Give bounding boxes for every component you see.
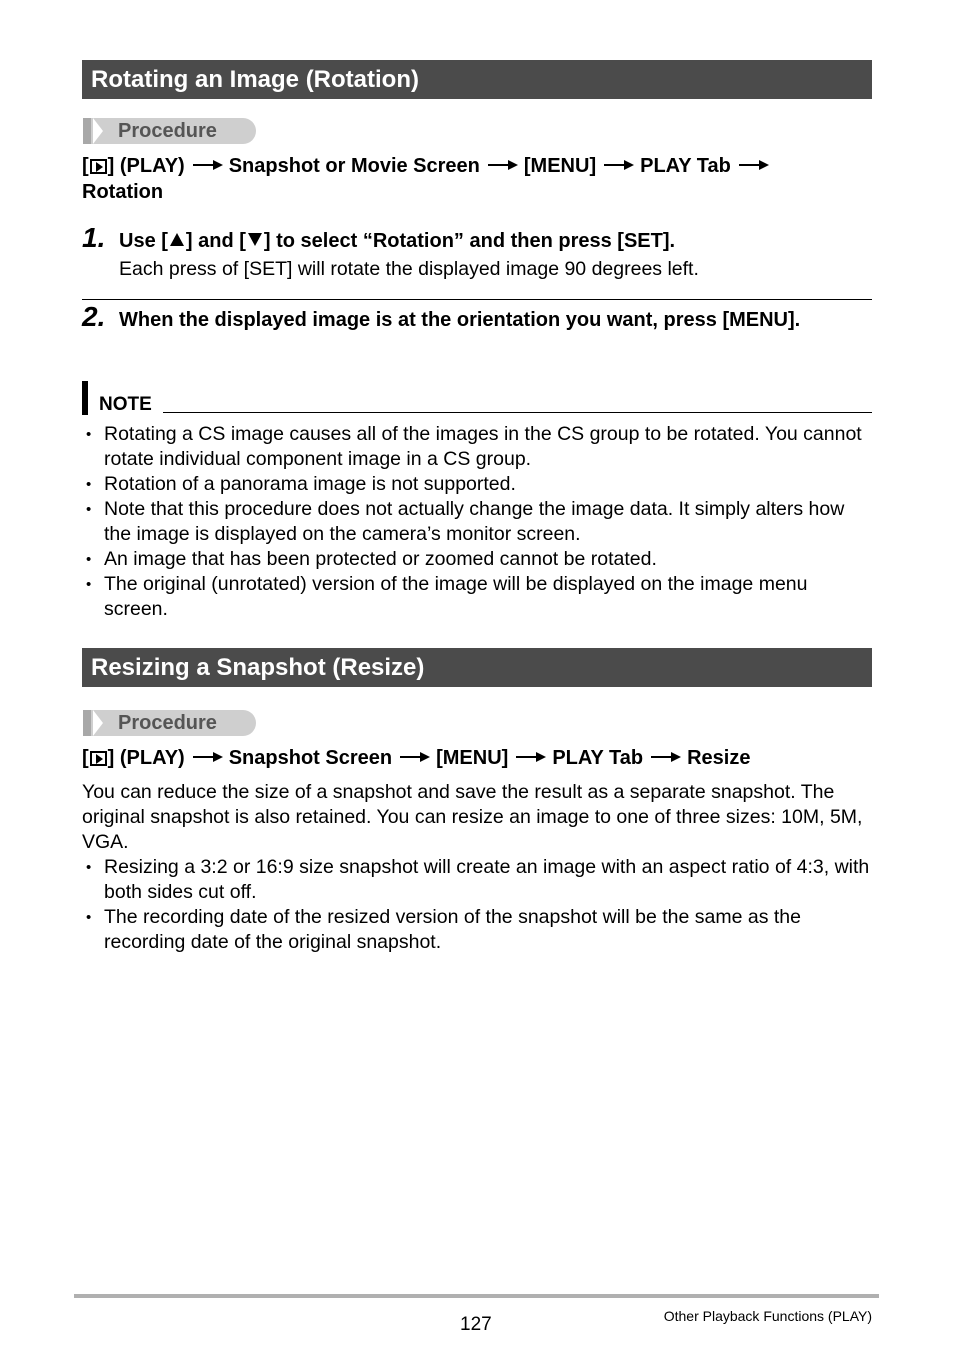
list-item: • Rotating a CS image causes all of the images in the CS group to be rotated. You cannot rotate individual component image in a CS group. xyxy=(82,422,872,472)
arrow-right-icon xyxy=(604,164,632,166)
procedure-label-resize xyxy=(83,710,256,736)
footer-rule xyxy=(74,1294,879,1298)
step-1-detail: Each press of [SET] will rotate the displayed image 90 degrees left. xyxy=(119,258,699,280)
arrow-right-icon xyxy=(193,756,221,758)
list-item: • Note that this procedure does not actually change the image data. It simply alters how the image is displayed on the camera’s monitor screen. xyxy=(82,497,872,547)
arrow-right-icon xyxy=(488,164,516,166)
section-title-rotation: Rotating an Image (Rotation) xyxy=(82,60,872,99)
note-rule xyxy=(163,412,872,413)
chapter-title: Other Playback Functions (PLAY) xyxy=(663,1308,872,1324)
list-item: • Resizing a 3:2 or 16:9 size snapshot will create an image with an aspect ratio of 4:3, with both sides cut off. xyxy=(82,855,872,905)
step-2-text: When the displayed image is at the orientation you want, press [MENU]. xyxy=(119,309,801,331)
arrow-right-icon xyxy=(739,164,767,166)
section-title-resize: Resizing a Snapshot (Resize) xyxy=(82,648,872,687)
page-number: 127 xyxy=(460,1314,492,1335)
list-item: • The recording date of the resized version of the snapshot will be the same as the recording date of the original snapshot. xyxy=(82,905,872,955)
step-number: 2. xyxy=(82,301,106,332)
note-marker xyxy=(82,381,88,415)
procedure-text: Procedure xyxy=(118,120,217,142)
arrow-right-icon xyxy=(193,164,221,166)
nav-path-resize: [ ] (PLAY) Snapshot Screen [MENU] PLAY Tab Resize xyxy=(82,747,751,769)
list-item: • Rotation of a panorama image is not supported. xyxy=(82,472,872,497)
play-icon xyxy=(90,159,107,174)
procedure-text: Procedure xyxy=(118,712,217,734)
list-item: • An image that has been protected or zoomed cannot be rotated. xyxy=(82,547,872,572)
resize-list xyxy=(82,855,872,955)
step-1-text: Use [ ] and [ ] to select “Rotation” and then press [SET]. xyxy=(119,230,676,252)
note-label: NOTE xyxy=(99,394,152,415)
down-arrow-icon xyxy=(248,233,262,246)
arrow-right-icon xyxy=(400,756,428,758)
step-number: 1. xyxy=(82,222,106,253)
procedure-label-rotation xyxy=(83,118,256,144)
note-list xyxy=(82,422,872,622)
play-icon xyxy=(90,751,107,766)
nav-path-rotation: [ ] (PLAY) Snapshot or Movie Screen [MENU] PLAY Tab Rotation xyxy=(82,153,882,205)
arrow-right-icon xyxy=(651,756,679,758)
resize-intro: You can reduce the size of a snapshot and save the result as a separate snapshot. The original snapshot is also retained. You can resize an image to one of three sizes: 10M, 5M, VGA. xyxy=(82,781,863,853)
up-arrow-icon xyxy=(170,233,184,246)
divider xyxy=(82,299,872,300)
list-item: • The original (unrotated) version of the image will be displayed on the image menu screen. xyxy=(82,572,872,622)
arrow-right-icon xyxy=(516,756,544,758)
